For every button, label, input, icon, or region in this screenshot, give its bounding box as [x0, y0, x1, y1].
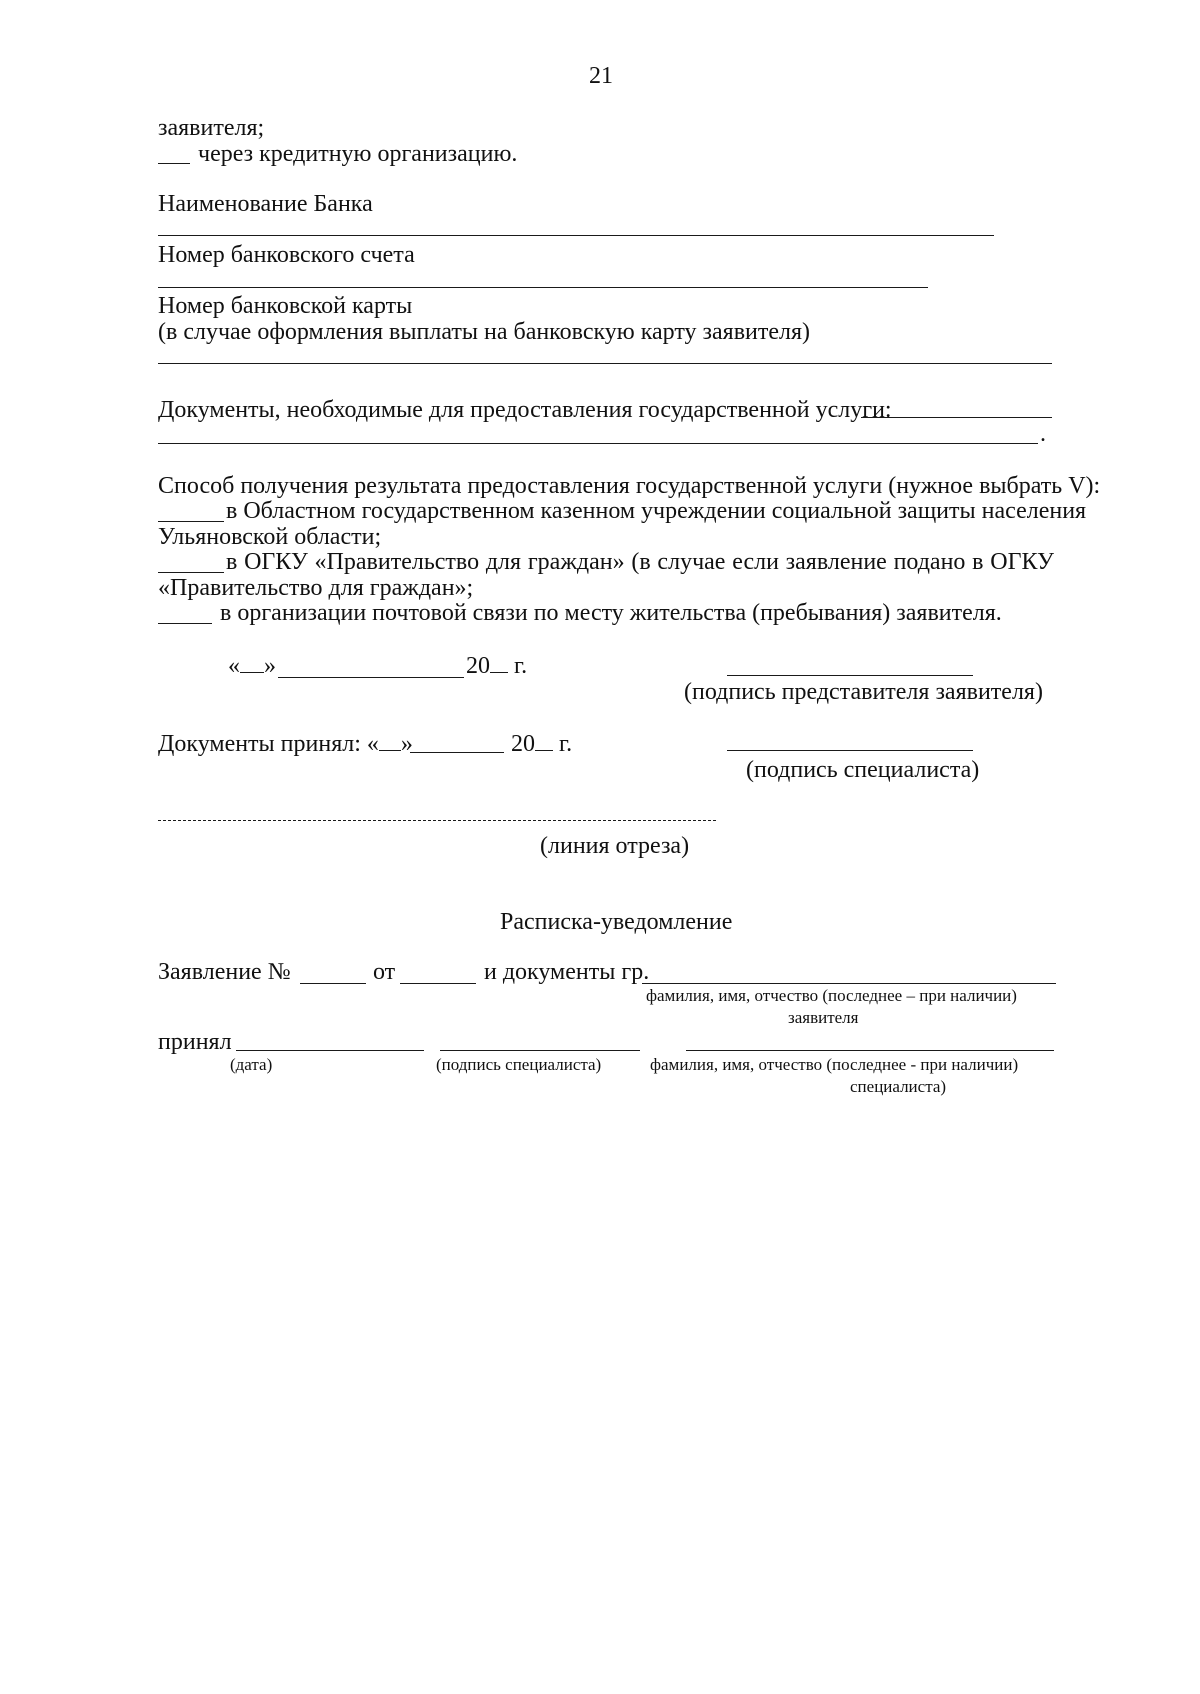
applicant-fio-line[interactable]	[642, 983, 1056, 984]
application-date-line[interactable]	[400, 983, 476, 984]
quote-close: »	[264, 653, 276, 679]
accepted-day-blank[interactable]	[379, 730, 401, 751]
accepted-label: Документы принял: «	[158, 731, 379, 757]
date-caption: (дата)	[230, 1055, 273, 1074]
bank-name-line[interactable]	[158, 235, 994, 236]
option1-blank[interactable]	[158, 521, 224, 522]
documents-line-1[interactable]	[861, 417, 1052, 418]
documents-line-2[interactable]	[158, 443, 1038, 444]
specialist-fio-caption-2: специалиста)	[850, 1077, 947, 1096]
application-number-line[interactable]	[300, 983, 366, 984]
option3-text: в организации почтовой связи по месту жительства (пребывания) заявителя.	[220, 600, 1002, 626]
option2-line2: «Правительство для граждан»;	[158, 575, 474, 601]
receipt-date-line[interactable]	[236, 1050, 424, 1051]
cut-line-caption: (линия отреза)	[540, 833, 690, 859]
option2-line1: в ОГКУ «Правительство для граждан» (в случае если заявление подано в ОГКУ	[226, 549, 1054, 575]
quote-open: «	[228, 653, 240, 679]
applicant-line-end: заявителя;	[158, 115, 265, 141]
rep-signature-caption: (подпись представителя заявителя)	[684, 679, 1043, 705]
from-label: от	[373, 959, 396, 985]
documents-end-dot: .	[1040, 421, 1046, 447]
specialist-sign-caption: (подпись специалиста)	[436, 1055, 602, 1074]
year-suffix: г.	[514, 653, 528, 679]
accepted-field	[158, 730, 413, 758]
option2-blank[interactable]	[158, 572, 224, 573]
receipt-specialist-sign-line[interactable]	[440, 1050, 640, 1051]
credit-org-blank[interactable]	[158, 163, 190, 164]
documents-label: Документы, необходимые для предоставления государственной услуги:	[158, 397, 892, 423]
specialist-signature-line[interactable]	[727, 750, 973, 751]
accepted-by-label: принял	[158, 1029, 232, 1055]
accepted-year-prefix: 20	[511, 731, 535, 757]
year-blank[interactable]	[490, 652, 508, 673]
applicant-fio-caption-2: заявителя	[788, 1008, 859, 1027]
card-number-line[interactable]	[158, 363, 1052, 364]
receipt-specialist-fio-line[interactable]	[686, 1050, 1054, 1051]
specialist-signature-caption: (подпись специалиста)	[746, 757, 980, 783]
account-label: Номер банковского счета	[158, 242, 415, 268]
year-field	[466, 652, 527, 680]
accepted-quote-close: »	[400, 731, 413, 757]
result-method-heading: Способ получения результата предоставления государственной услуги (нужное выбрать V):	[158, 473, 1101, 499]
option3-blank[interactable]	[158, 623, 212, 624]
card-note: (в случае оформления выплаты на банковскую карту заявителя)	[158, 319, 811, 345]
docs-label: и документы гр.	[484, 959, 650, 985]
card-label: Номер банковской карты	[158, 293, 413, 319]
receipt-title: Расписка-уведомление	[500, 909, 733, 935]
day-blank[interactable]	[240, 652, 264, 673]
account-number-line[interactable]	[158, 287, 928, 288]
accepted-month-blank[interactable]	[410, 752, 504, 753]
cut-line	[158, 820, 716, 821]
option1-line2: Ульяновской области;	[158, 524, 382, 550]
date-day-field	[228, 652, 276, 680]
accepted-year-suffix: г.	[559, 731, 573, 757]
page-number: 21	[589, 63, 613, 89]
credit-org-option: через кредитную организацию.	[198, 141, 518, 167]
bank-name-label: Наименование Банка	[158, 191, 373, 217]
applicant-fio-caption-1: фамилия, имя, отчество (последнее – при наличии)	[646, 986, 1017, 1005]
accepted-year-field	[511, 730, 572, 758]
month-blank[interactable]	[278, 677, 464, 678]
year-prefix: 20	[466, 653, 490, 679]
specialist-fio-caption-1: фамилия, имя, отчество (последнее - при наличии)	[650, 1055, 1019, 1074]
rep-signature-line[interactable]	[727, 675, 973, 676]
application-label: Заявление №	[158, 959, 291, 985]
option1-line1: в Областном государственном казенном учреждении социальной защиты населения	[226, 498, 1087, 524]
accepted-year-blank[interactable]	[535, 730, 553, 751]
